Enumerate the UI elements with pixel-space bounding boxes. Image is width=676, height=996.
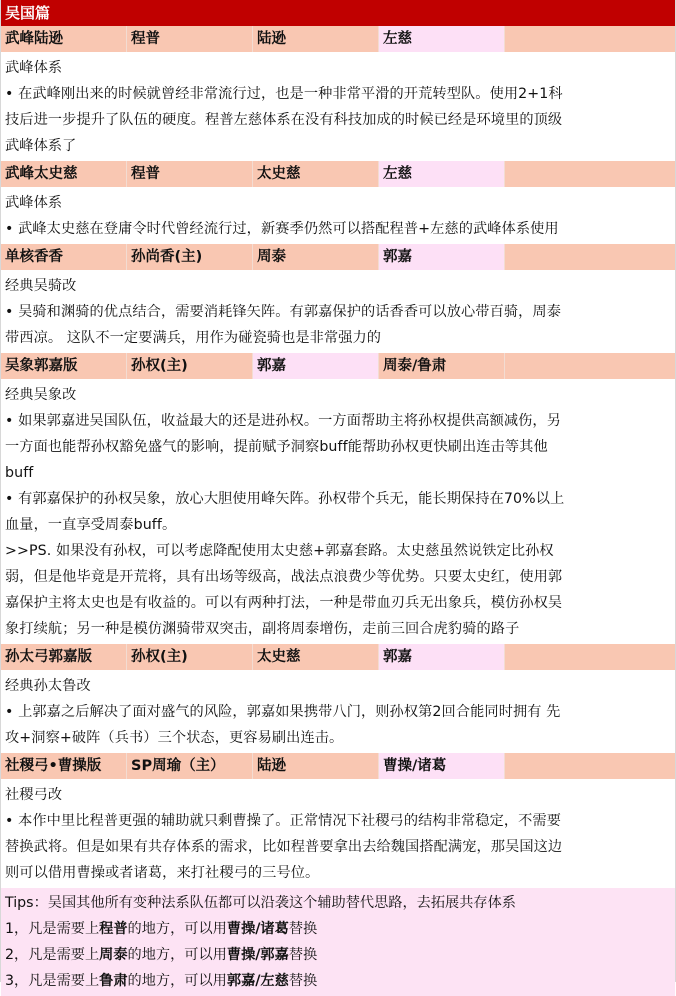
description-line: • 上郭嘉之后解决了面对盛气的风险，郭嘉如果携带八门，则孙权第2回合能同时拥有 先: [5, 704, 561, 720]
team-description: [1, 779, 675, 888]
general-cell: 程普: [127, 161, 253, 187]
general-cell: 周泰: [253, 244, 379, 270]
description-line: 弱，但是他毕竟是开荒将，具有出场等级高，战法点浪费少等优势。只要太史红，使用郭: [5, 569, 563, 585]
team-header-row: [1, 244, 675, 270]
team-header-row: [1, 644, 675, 670]
team-name-cell: 武峰陆逊: [1, 26, 127, 52]
tip-who: 程普: [99, 921, 128, 937]
general-cell: 孙尚香(主): [127, 244, 253, 270]
description-line: • 本作中里比程普更强的辅助就只剩曹操了。正常情况下社稷弓的结构非常稳定，不需要: [5, 813, 562, 829]
general-cell: 左慈: [379, 26, 505, 52]
general-cell: [505, 753, 675, 779]
description-line: 象打续航；另一种是模仿渊骑带双突击，副将周泰增伤，走前三回合虎豹骑的路子: [5, 621, 520, 637]
description-line: 带西凉。 这队不一定要满兵，用作为碰瓷骑也是非常强力的: [5, 330, 382, 346]
general-cell: [505, 26, 675, 52]
tip-repl: 曹操/郭嘉: [226, 947, 289, 963]
team-description: [1, 270, 675, 353]
team-description: [1, 52, 675, 161]
description-subtitle: 经典孙太鲁改: [5, 678, 91, 694]
general-cell: 曹操/诸葛: [379, 753, 505, 779]
team-header-row: [1, 753, 675, 779]
tip-prefix: 1，凡是需要上: [5, 921, 100, 937]
team-header-row: [1, 353, 675, 379]
general-cell: SP周瑜（主）: [127, 753, 253, 779]
description-line: 一方面也能帮孙权豁免盛气的影响，提前赋予洞察buff能帮助孙权更快刷出连击等其他: [5, 439, 548, 455]
tip-who: 周泰: [99, 947, 128, 963]
description-line: 血量，一直享受周泰buff。: [5, 517, 177, 533]
team-header-row: [1, 26, 675, 52]
general-cell: 太史慈: [253, 161, 379, 187]
tip-mid: 的地方，可以用: [127, 973, 227, 989]
general-cell: [505, 353, 675, 379]
team-description: [1, 379, 675, 644]
general-cell: 郭嘉: [379, 244, 505, 270]
description-line: • 在武峰刚出来的时候就曾经非常流行过，也是一种非常平滑的开荒转型队。使用2+1科: [5, 86, 563, 102]
description-subtitle: 经典吴骑改: [5, 278, 77, 294]
description-line: 技后进一步提升了队伍的硬度。程普左慈体系在没有科技加成的时候已经是环境里的顶级: [5, 112, 563, 128]
description-line: • 武峰太史慈在登庸令时代曾经流行过，新赛季仍然可以搭配程普+左慈的武峰体系使用: [5, 221, 559, 237]
team-name-cell: 吴象郭嘉版: [1, 353, 127, 379]
team-header-row: [1, 161, 675, 187]
team-name-cell: 社稷弓•曹操版: [1, 753, 127, 779]
general-cell: 郭嘉: [379, 644, 505, 670]
tip-suffix: 替换: [288, 947, 318, 963]
tip-mid: 的地方，可以用: [127, 921, 227, 937]
description-line: • 如果郭嘉进吴国队伍，收益最大的还是进孙权。一方面帮助主将孙权提供高额减伤，另: [5, 413, 562, 429]
tips-list: [5, 916, 671, 994]
description-line: 武峰体系了: [5, 138, 77, 154]
tip-mid: 的地方，可以用: [127, 947, 227, 963]
description-line: • 吴骑和渊骑的优点结合，需要消耗锋矢阵。有郭嘉保护的话香香可以放心带百骑，周泰: [5, 304, 562, 320]
general-cell: 周泰/鲁肃: [379, 353, 505, 379]
tip-suffix: 替换: [288, 921, 318, 937]
general-cell: [505, 644, 675, 670]
tips-box: [1, 888, 675, 996]
general-cell: [505, 161, 675, 187]
tip-prefix: 2，凡是需要上: [5, 947, 100, 963]
description-line: >>PS. 如果没有孙权，可以考虑降配使用太史慈+郭嘉套路。太史慈虽然说铁定比孙权: [5, 543, 554, 559]
description-subtitle: 经典吴象改: [5, 387, 77, 403]
general-cell: 陆逊: [253, 753, 379, 779]
tip-item: [5, 942, 671, 968]
general-cell: [505, 244, 675, 270]
general-cell: 陆逊: [253, 26, 379, 52]
general-cell: 左慈: [379, 161, 505, 187]
general-cell: 孙权(主): [127, 353, 253, 379]
description-subtitle: 武峰体系: [5, 195, 63, 211]
description-line: 攻+洞察+破阵（兵书）三个状态，更容易刷出连击。: [5, 730, 344, 746]
description-line: 替换武将。但是如果有共存体系的需求，比如程普要拿出去给魏国搭配满宠，那吴国这边: [5, 839, 563, 855]
general-cell: 程普: [127, 26, 253, 52]
tip-suffix: 替换: [288, 973, 318, 989]
general-cell: 孙权(主): [127, 644, 253, 670]
tip-repl: 曹操/诸葛: [226, 921, 289, 937]
team-name-cell: 单核香香: [1, 244, 127, 270]
description-line: buff: [5, 465, 34, 481]
team-name-cell: 武峰太史慈: [1, 161, 127, 187]
tip-repl: 郭嘉/左慈: [226, 973, 289, 989]
description-line: 则可以借用曹操或者诸葛，来打社稷弓的三号位。: [5, 865, 320, 881]
tips-intro: Tips：吴国其他所有变种法系队伍都可以沿袭这个辅助替代思路，去拓展共存体系: [5, 895, 516, 911]
description-subtitle: 社稷弓改: [5, 787, 63, 803]
team-description: [1, 187, 675, 244]
general-cell: 太史慈: [253, 644, 379, 670]
tip-item: [5, 968, 671, 994]
tip-item: [5, 916, 671, 942]
team-name-cell: 孙太弓郭嘉版: [1, 644, 127, 670]
team-description: [1, 670, 675, 753]
tip-prefix: 3，凡是需要上: [5, 973, 100, 989]
description-line: 嘉保护主将太史也是有收益的。可以有两种打法，一种是带血刃兵无出象兵，模仿孙权吴: [5, 595, 563, 611]
description-subtitle: 武峰体系: [5, 60, 63, 76]
description-line: • 有郭嘉保护的孙权吴象，放心大胆使用峰矢阵。孙权带个兵无，能长期保持在70%以上: [5, 491, 565, 507]
page-title: 吴国篇: [1, 0, 675, 26]
general-cell: 郭嘉: [253, 353, 379, 379]
team-sections: [1, 26, 675, 888]
tip-who: 鲁肃: [99, 973, 128, 989]
